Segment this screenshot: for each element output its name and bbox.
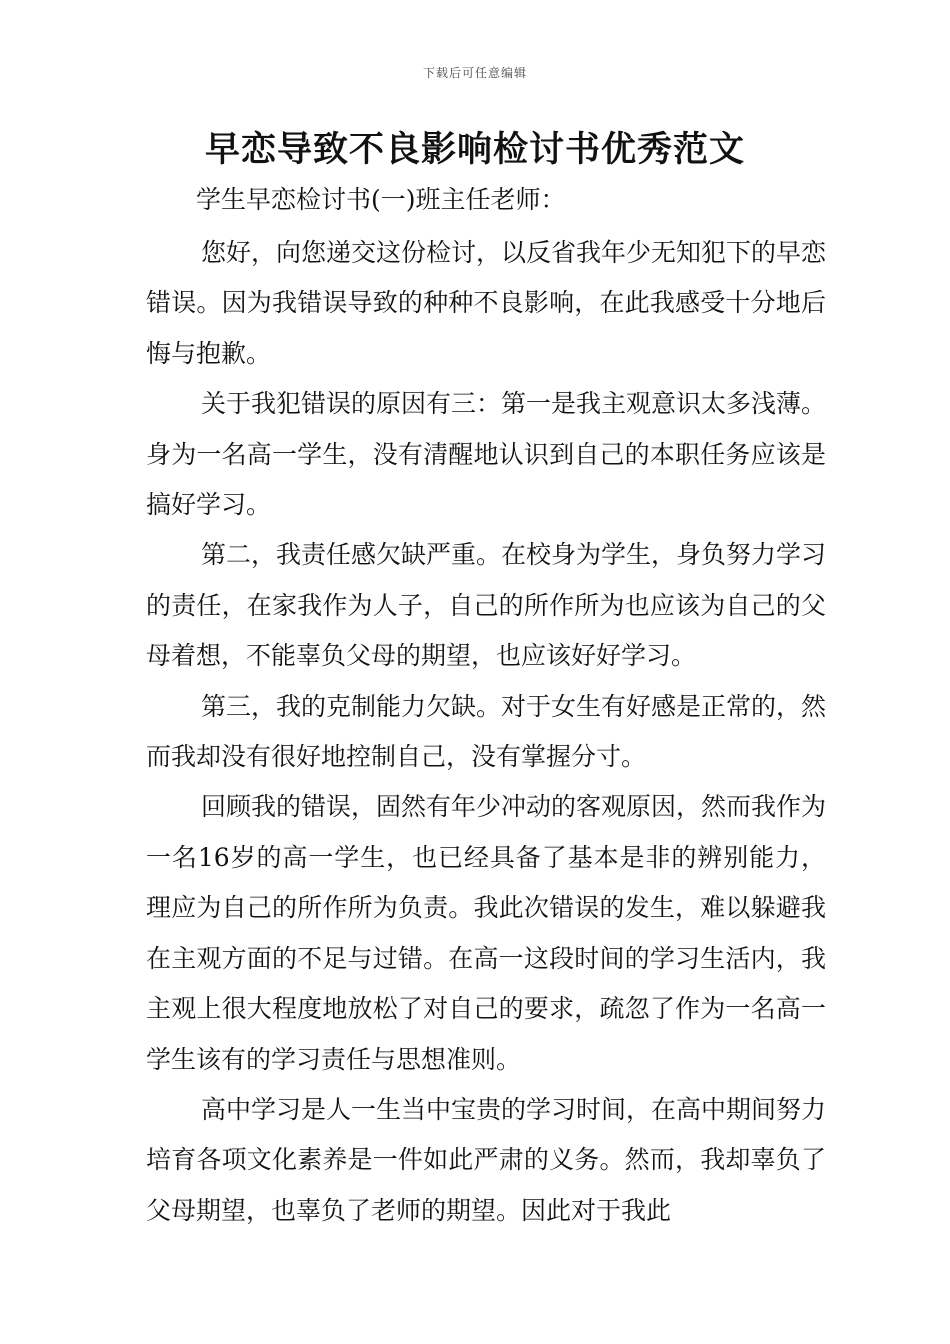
paragraph-2: 关于我犯错误的原因有三：第一是我主观意识太多浅薄。身为一名高一学生，没有清醒地认识到自己的本职任务应该是搞好学习。 — [146, 389, 827, 520]
paragraph-4: 第三，我的克制能力欠缺。对于女生有好感是正常的，然而我却没有很好地控制自己，没有掌握分寸。 — [146, 691, 827, 772]
paragraph-3: 第二，我责任感欠缺严重。在校身为学生，身负努力学习的责任，在家我作为人子，自己的所作所为也应该为自己的父母着想，不能辜负父母的期望，也应该好好学习。 — [146, 540, 827, 671]
paragraph-1: 您好，向您递交这份检讨，以反省我年少无知犯下的早恋错误。因为我错误导致的种种不良影响，在此我感受十分地后悔与抱歉。 — [146, 238, 827, 368]
salutation: 学生早恋检讨书(一)班主任老师： — [196, 185, 566, 214]
page-title: 早恋导致不良影响检讨书优秀范文 — [204, 130, 745, 170]
header-note: 下载后可任意编辑 — [422, 66, 527, 80]
document-body — [146, 228, 826, 1236]
paragraph-6: 高中学习是人一生当中宝贵的学习时间，在高中期间努力培育各项文化素养是一件如此严肃的义务。然而，我却辜负了父母期望，也辜负了老师的期望。因此对于我此 — [146, 1094, 827, 1225]
paragraph-5: 回顾我的错误，固然有年少冲动的客观原因，然而我作为一名16岁的高一学生，也已经具备了基本是非的辨别能力，理应为自己的所作所为负责。我此次错误的发生，难以躲避我在主观方面的不足与过错。在高一这段时间的学习生活内，我主观上很大程度地放松了对自己的要求，疏忽了作为一名高一学生该有的学习责任与思想准则。 — [146, 792, 827, 1074]
